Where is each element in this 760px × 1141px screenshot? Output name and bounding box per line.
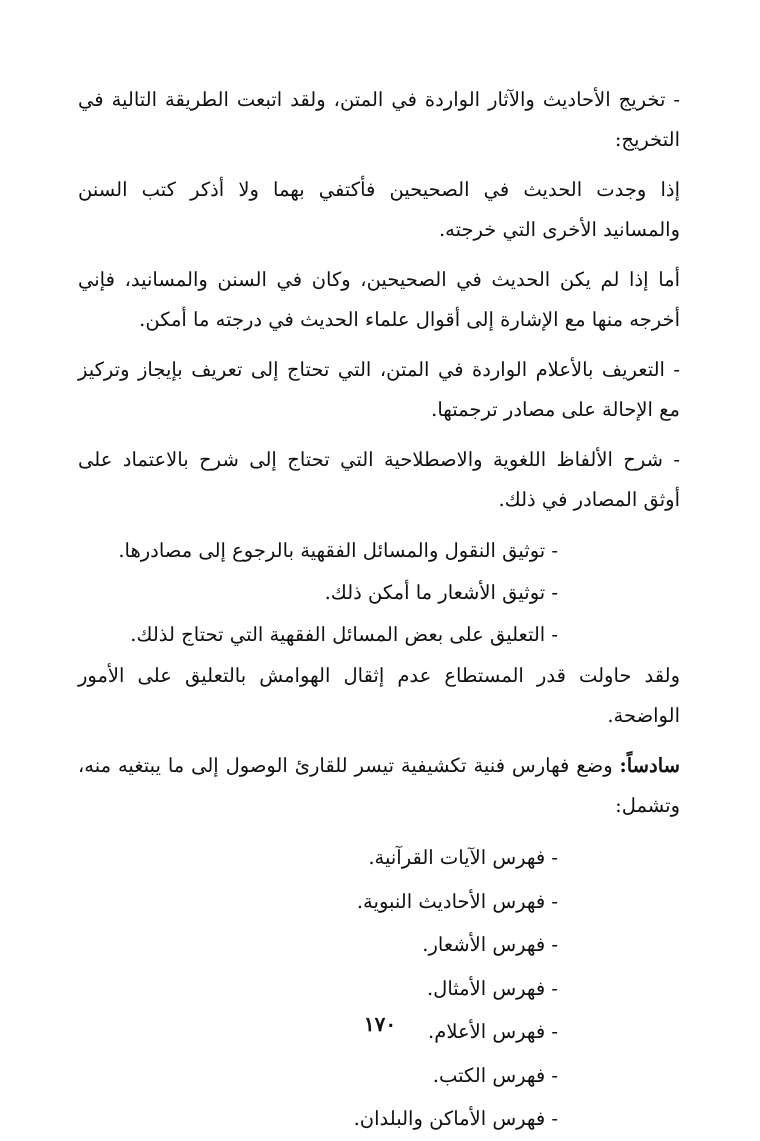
- list-item: - فهرس الآيات القرآنية.: [368, 846, 558, 869]
- paragraph-takhrij: - تخريج الأحاديث والآثار الواردة في المتن، ولقد اتبعت الطريقة التالية في التخريج:: [78, 88, 680, 151]
- paragraph-sahihayn: إذا وجدت الحديث في الصحيحين فأكتفي بهما ولا أذكر كتب السنن والمسانيد الأخرى التي خرجته.: [78, 178, 680, 241]
- paragraph-alfaz: - شرح الألفاظ اللغوية والاصطلاحية التي تحتاج إلى شرح بالاعتماد على أوثق المصادر في ذلك.: [78, 448, 680, 511]
- index-list: [78, 836, 680, 1141]
- section-label: سادساً:: [619, 754, 680, 777]
- list-item: - التعليق على بعض المسائل الفقهية التي تحتاج لذلك.: [130, 623, 558, 646]
- paragraph-sunan: أما إذا لم يكن الحديث في الصحيحين، وكان في السنن والمسانيد، فإني أخرجه منها مع الإشارة إلى أقوال علماء الحديث في درجته ما أمكن.: [78, 268, 680, 331]
- paragraph-fahaaris: [78, 746, 680, 826]
- list-item: - فهرس الأحاديث النبوية.: [356, 889, 558, 913]
- list-item: - فهرس الأشعار.: [422, 933, 558, 956]
- list-item: - توثيق النقول والمسائل الفقهية بالرجوع إلى مصادرها.: [118, 539, 558, 562]
- list-item: - فهرس الأعلام.: [428, 1020, 558, 1043]
- list-item: - فهرس الكتب.: [432, 1063, 558, 1087]
- list-item: - فهرس الأمثال.: [426, 976, 558, 1000]
- paragraph-alam: - التعريف بالأعلام الواردة في المتن، التي تحتاج إلى تعريف بإيجاز وتركيز مع الإحالة على مصادر ترجمتها.: [78, 358, 680, 421]
- page-number: ١٧٠: [363, 1012, 397, 1036]
- section-text: وضع فهارس فنية تكشيفية تيسر للقارئ الوصول إلى ما يبتغيه منه، وتشمل:: [78, 754, 680, 817]
- list-item: - توثيق الأشعار ما أمكن ذلك.: [324, 581, 558, 604]
- short-list: [78, 530, 680, 656]
- list-item: - فهرس الأماكن والبلدان.: [353, 1107, 558, 1130]
- paragraph-hawamish: ولقد حاولت قدر المستطاع عدم إثقال الهوامش بالتعليق على الأمور الواضحة.: [78, 664, 680, 727]
